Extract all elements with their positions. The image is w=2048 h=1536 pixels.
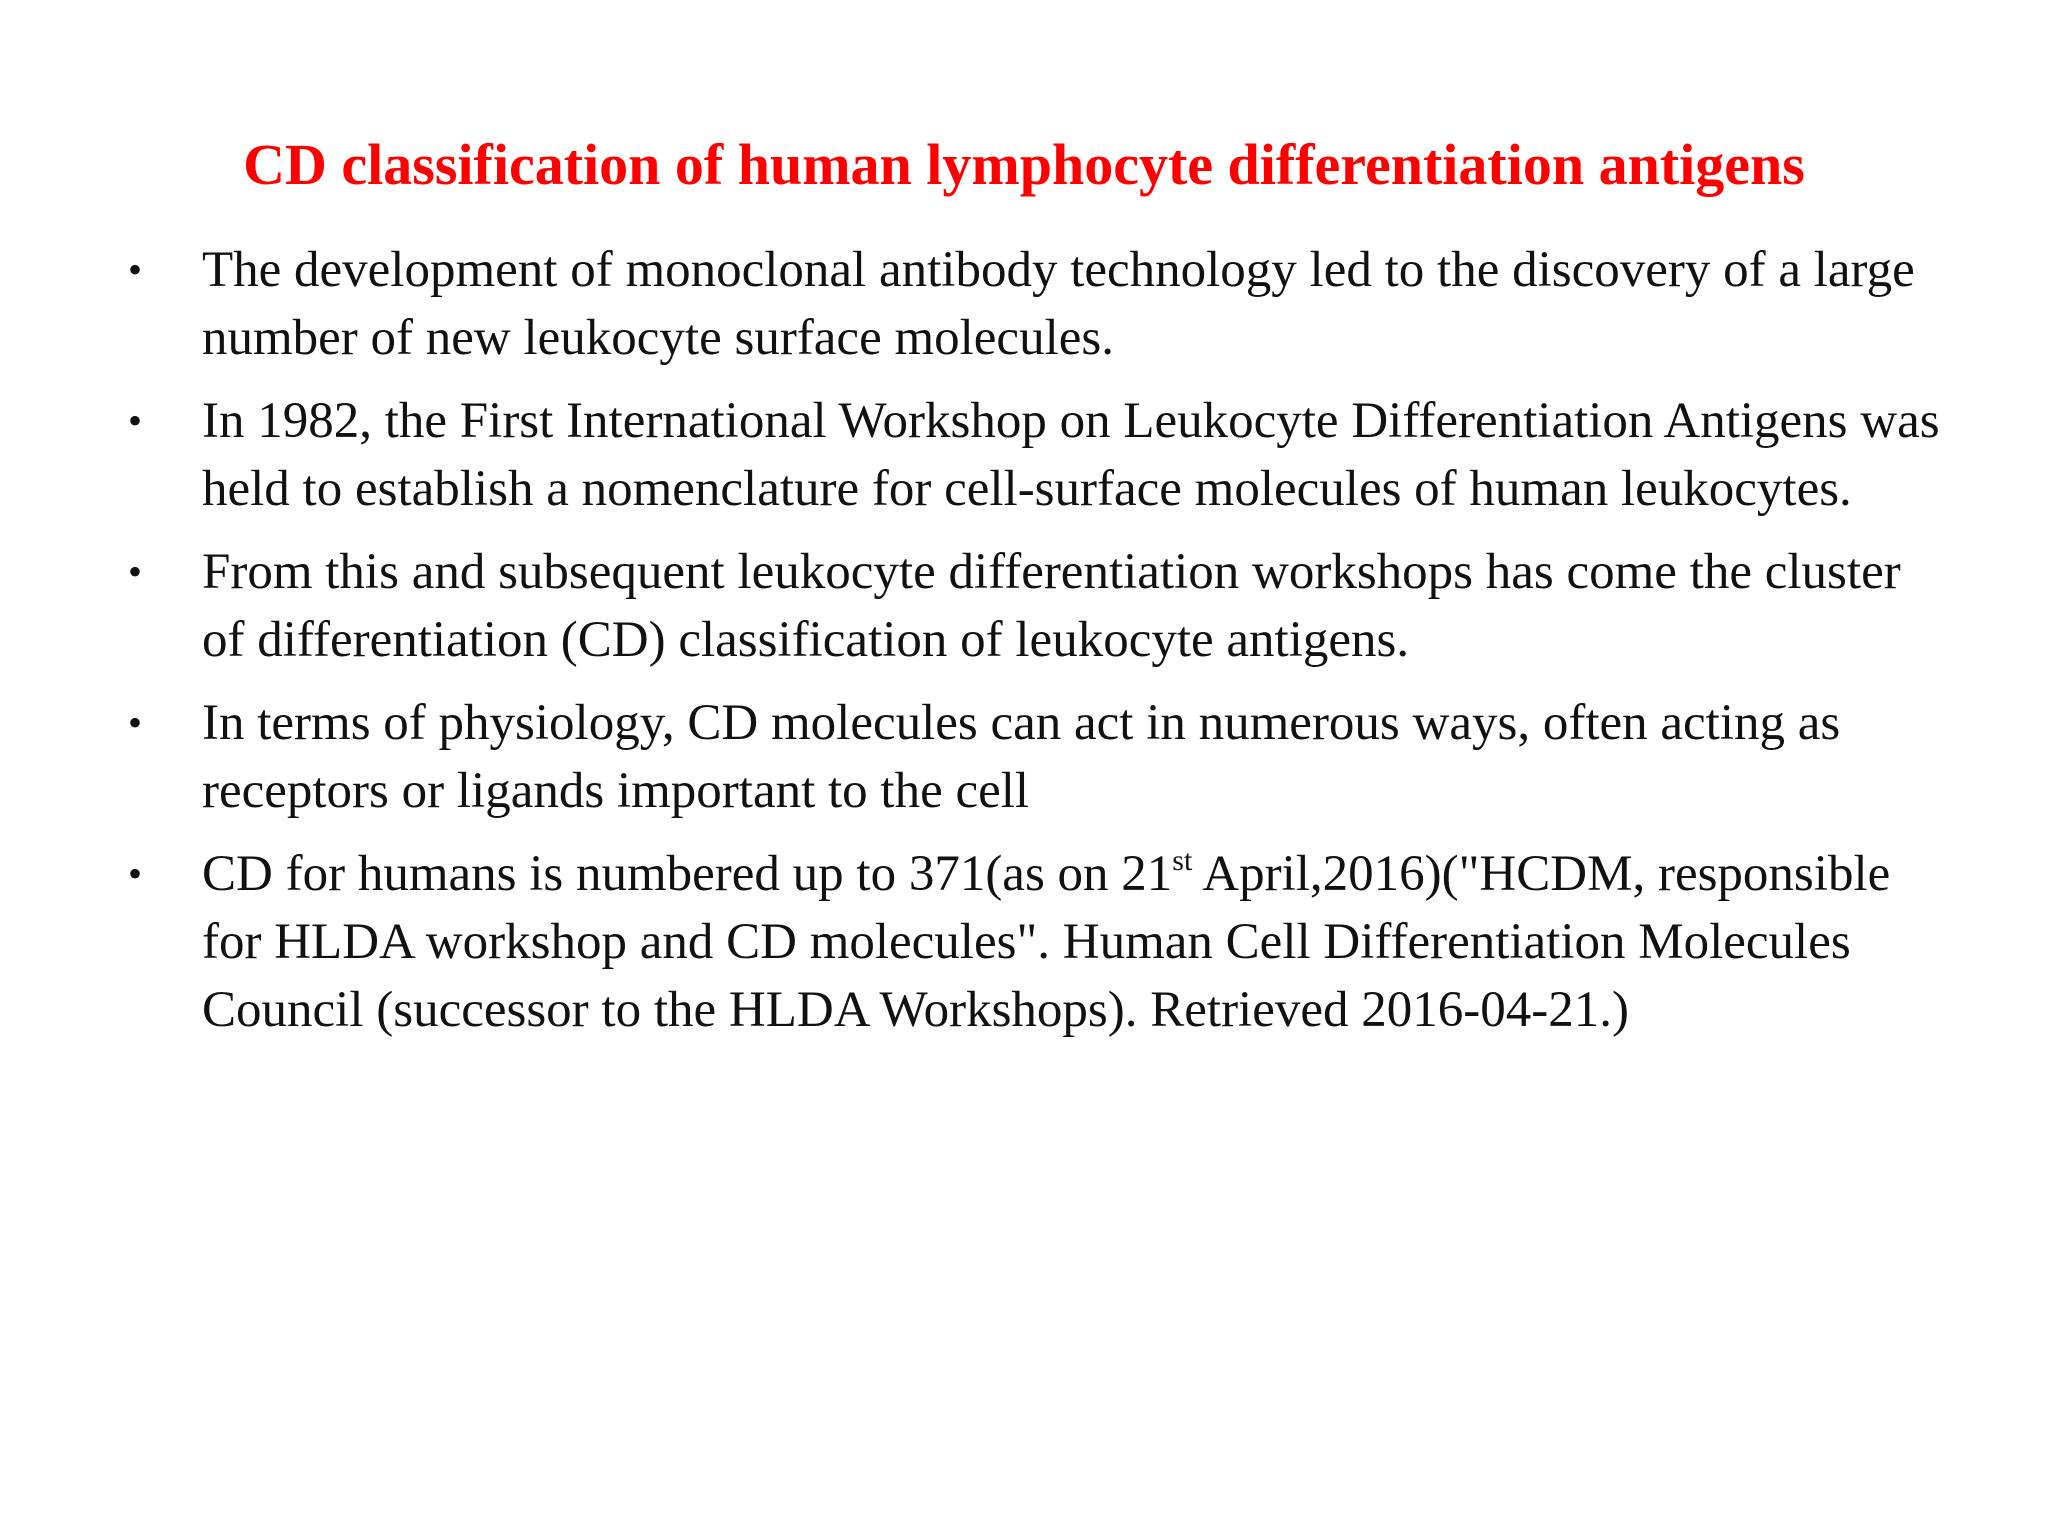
bullet-text-part: CD for humans is numbered up to 371(as on 21 — [202, 846, 1173, 902]
bullet-text: The development of monoclonal antibody technology led to the discovery of a large number of new leukocyte surface molecules. — [202, 242, 1915, 366]
bullet-text-cd-count — [202, 840, 1950, 1044]
bullet-icon: • — [127, 851, 142, 896]
bullet-text: From this and subsequent leukocyte differentiation workshops has come the cluster of differentiation (CD) classification of leukocyte antigens. — [202, 544, 1901, 668]
bullet-item — [120, 689, 1950, 825]
ordinal-superscript: st — [1172, 844, 1193, 877]
bullet-text: In 1982, the First International Workshop on Leukocyte Differentiation Antigens was held to establish a nomenclature for cell-surface molecules of human leukocytes. — [202, 393, 1940, 517]
bullet-icon: • — [127, 700, 142, 745]
bullet-item — [120, 840, 1950, 1044]
bullet-icon: • — [127, 398, 142, 443]
bullet-list — [120, 236, 1950, 1059]
bullet-text-part: April,2016)("HCDM, responsible for HLDA workshop and CD molecules". Human Cell Differentiation Molecules Council (successor to the HLDA Workshops). Retrieved 2016-04-21.) — [202, 846, 1891, 1038]
bullet-item — [120, 387, 1950, 523]
bullet-icon: • — [127, 247, 142, 292]
bullet-text: In terms of physiology, CD molecules can act in numerous ways, often acting as receptors or ligands important to the cell — [202, 695, 1841, 819]
bullet-item — [120, 538, 1950, 674]
bullet-icon: • — [127, 549, 142, 594]
bullet-item — [120, 236, 1950, 372]
slide-title: CD classification of human lymphocyte differentiation antigens — [243, 132, 1805, 197]
